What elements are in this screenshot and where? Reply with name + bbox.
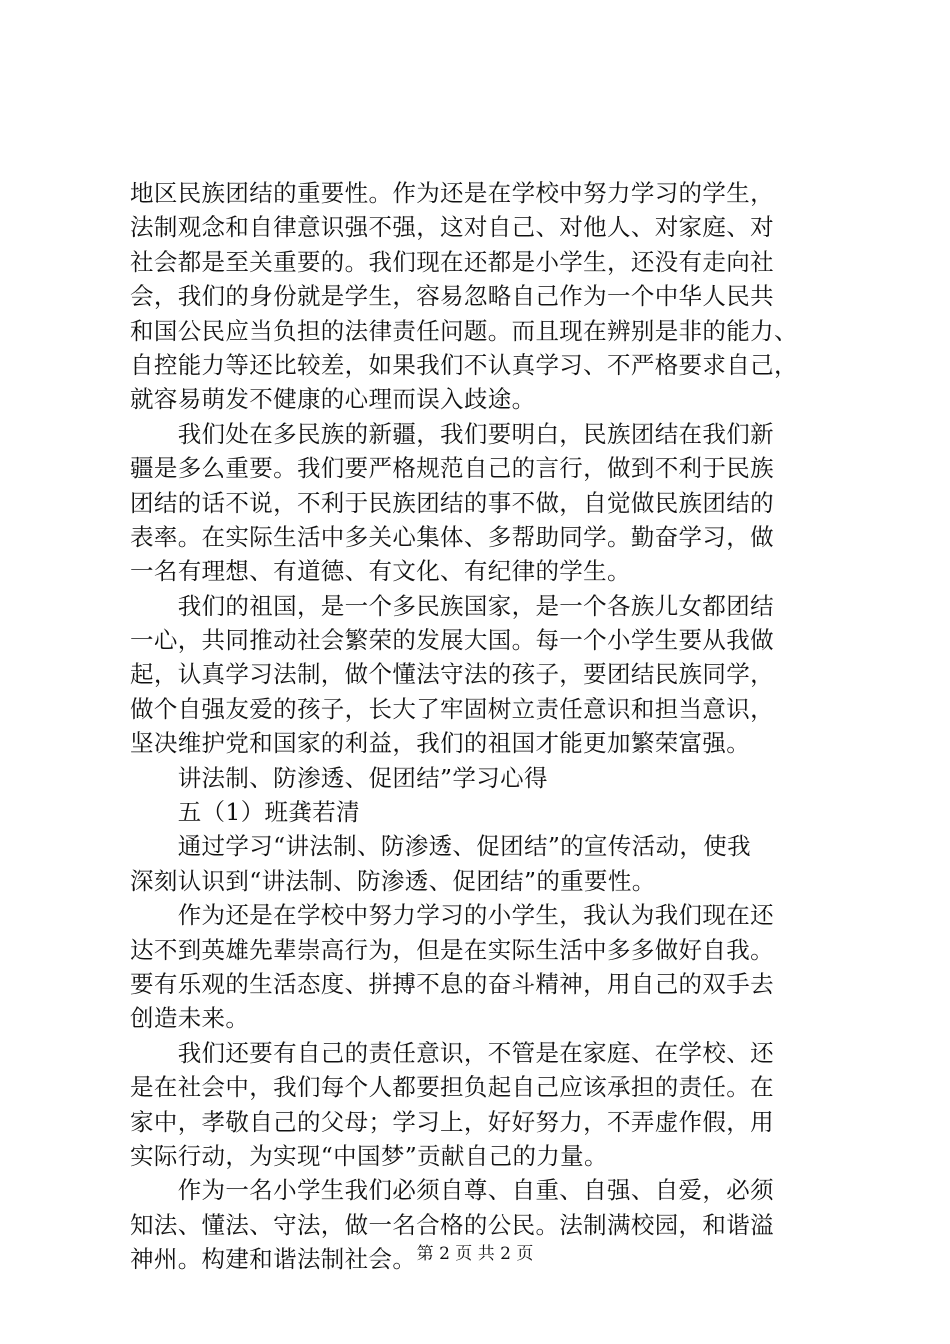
text-line: 作为一名小学生我们必须自尊、自重、自强、自爱，必须 [130,1176,774,1205]
text-line: 我们还要有自己的责任意识，不管是在家庭、在学校、还 [130,1038,774,1067]
text-line: 一心，共同推动社会繁荣的发展大国。每一个小学生要从我做 [130,626,774,655]
text-line: 达不到英雄先辈崇高行为，但是在实际生活中多多做好自我。 [130,935,774,964]
text-line: 创造未来。 [130,1004,250,1033]
text-line: 和国公民应当负担的法律责任问题。而且现在辨别是非的能力、 [130,316,798,345]
text-line: 实际行动，为实现“中国梦”贡献自己的力量。 [130,1141,608,1170]
text-line: 通过学习“讲法制、防渗透、促团结”的宣传活动，使我 [130,832,751,861]
text-line: 团结的话不说，不利于民族团结的事不做，自觉做民族团结的 [130,488,774,517]
text-line: 表率。在实际生活中多关心集体、多帮助同学。勤奋学习，做 [130,522,774,551]
text-line: 家中，孝敬自己的父母；学习上，好好努力，不弄虚作假，用 [130,1107,774,1136]
text-line: 要有乐观的生活态度、拼搏不息的奋斗精神，用自己的双手去 [130,969,774,998]
text-line: 我们的祖国，是一个多民族国家，是一个各族儿女都团结 [130,591,774,620]
text-line: 坚决维护党和国家的利益，我们的祖国才能更加繁荣富强。 [130,729,751,758]
text-line: 深刻认识到“讲法制、防渗透、促团结”的重要性。 [130,866,656,895]
text-line: 作为还是在学校中努力学习的小学生，我认为我们现在还 [130,901,774,930]
text-line: 自控能力等还比较差，如果我们不认真学习、不严格要求自己， [130,350,798,379]
text-line: 是在社会中，我们每个人都要担负起自己应该承担的责任。在 [130,1073,774,1102]
text-line: 社会都是至关重要的。我们现在还都是小学生，还没有走向社 [130,247,774,276]
text-line: 疆是多么重要。我们要严格规范自己的言行，做到不利于民族 [130,454,774,483]
text-line: 会，我们的身份就是学生，容易忽略自己作为一个中华人民共 [130,282,774,311]
document-body [130,176,820,1277]
text-line: 知法、懂法、守法，做一名合格的公民。法制满校园，和谐溢 [130,1210,774,1239]
text-line: 地区民族团结的重要性。作为还是在学校中努力学习的学生， [130,179,774,207]
page-number-footer: 第 2 页 共 2 页 [416,1244,534,1264]
text-line: 做个自强友爱的孩子，长大了牢固树立责任意识和担当意识， [130,694,774,723]
text-line: 法制观念和自律意识强不强，这对自己、对他人、对家庭、对 [130,213,774,242]
text-line: 我们处在多民族的新疆，我们要明白，民族团结在我们新 [130,419,774,448]
text-line: 神州。构建和谐法制社会。 [130,1245,417,1274]
text-line: 起，认真学习法制，做个懂法守法的孩子，要团结民族同学， [130,660,774,689]
author-line: 五（1）班龚若清 [130,798,360,827]
text-line: 就容易萌发不健康的心理而误入歧途。 [130,385,536,414]
text-line: 一名有理想、有道德、有文化、有纪律的学生。 [130,557,631,586]
section-title: 讲法制、防渗透、促团结”学习心得 [130,763,548,792]
